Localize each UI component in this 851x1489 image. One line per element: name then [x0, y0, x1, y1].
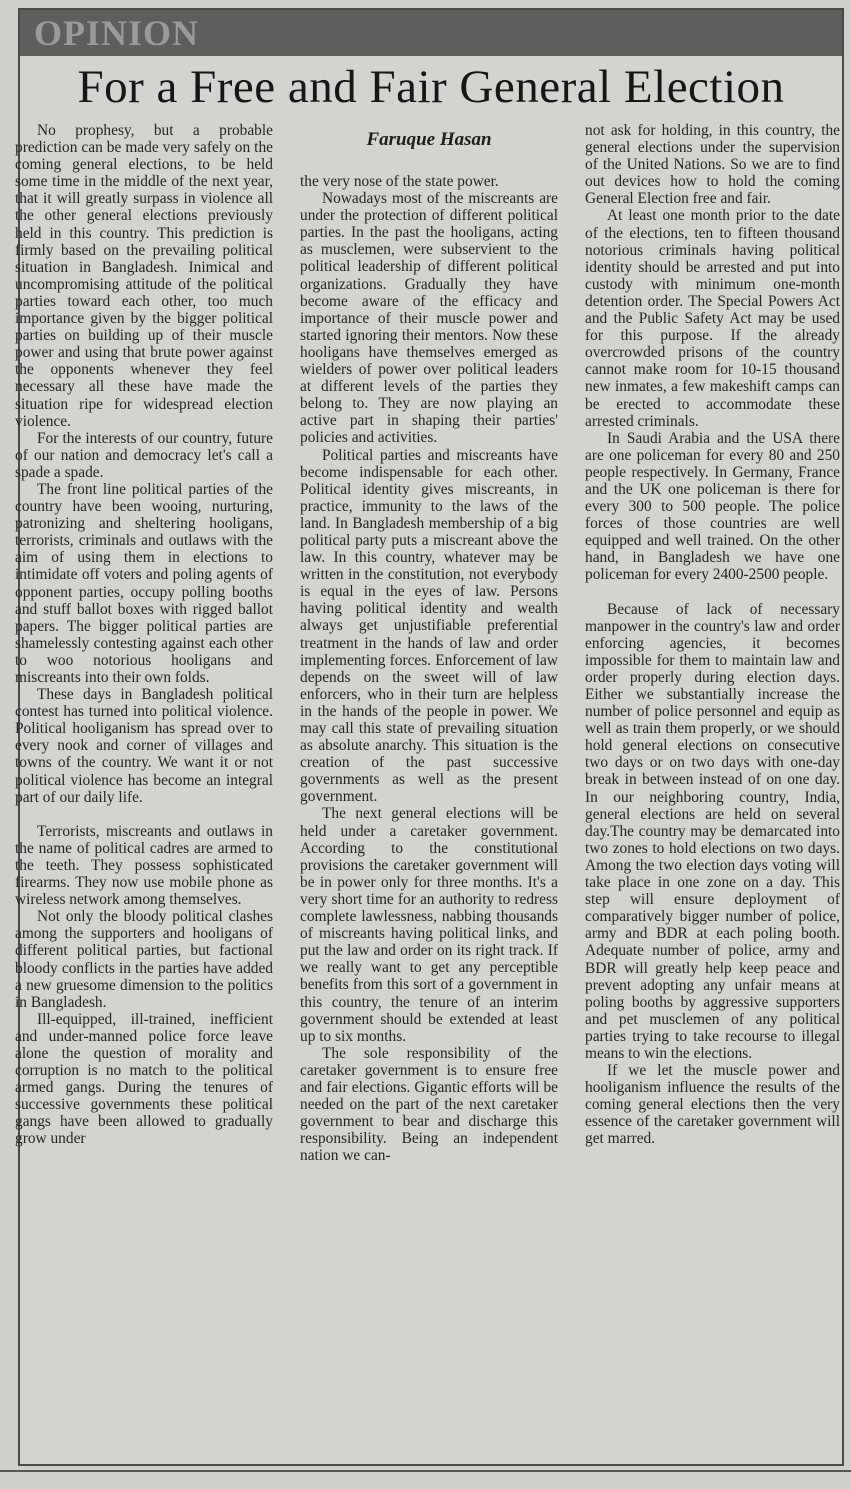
- paragraph: Nowadays most of the miscreants are under the protection of different political parties. In the past the hooligans, acting as musclemen, were subservient to the political leadership of different political organizations. Gradually they have become aware of the efficacy and importance of their muscle power and started ignoring their mentors. Now these hooligans have themselves emerged as wielders of power over political leaders at different levels of the parties they belong to. They are now playing an active part in shaping their parties' policies and activities.: [300, 190, 558, 447]
- section-label: OPINION: [34, 13, 200, 53]
- paragraph: For the interests of our country, future of our nation and democracy let's call a spade a spade.: [15, 429, 273, 481]
- paragraph: No prophesy, but a probable prediction can be made very safely on the coming general elections, to be held some time in the middle of the next year, that it will greatly surpass in violence all the other general elections previously held in this country. This prediction is firmly based on the prevailing political situation in Bangladesh. Inimical and uncompromising attitude of the political parties toward each other, too much importance given by the bigger political parties on building up of their muscle power and using that brute power against the opponents whenever they feel necessary all these have made the situation ripe for widespread election violence.: [15, 122, 273, 430]
- paragraph: Ill-equipped, ill-trained, inefficient and under-manned police force leave alone the question of morality and corruption is no match to the political armed gangs. During the tenures of successive governments these political gangs have been allowed to gradually grow under: [15, 1010, 273, 1148]
- headline: For a Free and Fair General Election: [77, 61, 785, 113]
- paragraph: Not only the bloody political clashes among the supporters and hooligans of different political parties, but factional bloody conflicts in the parties have added a new gruesome dimension to the politics in Bangladesh.: [15, 908, 273, 1011]
- paragraph: The next general elections will be held under a caretaker government. According to the constitutional provisions the caretaker government will be in power only for three months. It's a very short time for an authority to redress complete lawlessness, nabbing thousands of miscreants having political links, and put the law and order on its right track. If we really want to get any perceptible benefits from this sort of a government in this country, the tenure of an interim government should be extended at least up to six months.: [300, 805, 558, 1045]
- paragraph: These days in Bangladesh political contest has turned into political violence. Political hooliganism has spread over to every nook and corner of villages and towns of the country. We want it or not political violence has become an integral part of our daily life.: [15, 686, 273, 806]
- article-column-3: [585, 122, 840, 1148]
- article-column-1: [15, 122, 273, 1148]
- paragraph: At least one month prior to the date of the elections, ten to fifteen thousand notorious criminals having political identity should be arrested and put into custody with minimum one-month detention order. The Special Powers Act and the Public Safety Act may be used for this purpose. If the already overcrowded prisons of the country cannot make room for 10-15 thousand new inmates, a few makeshift camps can be erected to accommodate these arrested criminals.: [585, 207, 840, 430]
- article-column-2: [300, 173, 558, 1164]
- paragraph: In Saudi Arabia and the USA there are one policeman for every 80 and 250 people respectively. In Germany, France and the UK one policeman is there for every 300 to 500 people. The police forces of those countries are well equipped and well trained. On the other hand, in Bangladesh we have one policeman for every 2400-2500 people.: [585, 429, 840, 584]
- paragraph: Terrorists, miscreants and outlaws in the name of political cadres are armed to the teeth. They possess sophisticated firearms. They now use mobile phone as wireless network among themselves.: [15, 822, 273, 909]
- paragraph: The sole responsibility of the caretaker government is to ensure free and fair elections. Gigantic efforts will be needed on the part of the next caretaker government to bear and discharge this responsibility. Being an independent nation we can-: [300, 1044, 558, 1165]
- paragraph: The front line political parties of the country have been wooing, nurturing, patronizing and sheltering hooligans, terrorists, criminals and outlaws with the aim of using them in elections to intimidate off voters and poling agents of opponent parties, occupy polling booths and stuff ballot boxes with rigged ballot papers. The bigger political parties are shamelessly contesting against each other to woo notorious hooligans and miscreants into their own folds.: [15, 480, 273, 686]
- paragraph: Political parties and miscreants have become indispensable for each other. Political identity gives miscreants, in practice, immunity to the laws of the land. In Bangladesh membership of a big political party puts a miscreant above the law. In this country, whatever may be written in the constitution, not everybody is equal in the eyes of law. Persons having political identity and wealth always get unjustifiable preferential treatment in the hands of law and order implementing forces. Enforcement of law depends on the sweet will of law enforcers, who in their turn are helpless in the hands of the people in power. We may call this state of prevailing situation as absolute anarchy. This situation is the creation of the past successive governments as well as the present government.: [300, 446, 558, 806]
- paragraph: not ask for holding, in this country, the general elections under the supervision of the United Nations. So we are to find out devices how to hold the coming General Election free and fair.: [585, 122, 840, 208]
- paragraph: Because of lack of necessary manpower in the country's law and order enforcing agencies, it becomes impossible for them to maintain law and order properly during election days. Either we substantially increase the number of police personnel and equip as well as train them properly, or we should hold general elections on consecutive two days or on two days with one-day break in between instead of on one day. In our neighboring country, India, general elections are held on several day.The country may be demarcated into two zones to hold elections on two days. Among the two election days voting will take place in one zone on a day. This step will ensure deployment of comparatively bigger number of police, army and BDR at each poling booth. Adequate number of police, army and BDR will greatly help keep peace and prevent adopting any unfair means at poling booths by aggressive supporters and pet musclemen of any political parties trying to take recourse to illegal means to win the elections.: [585, 600, 840, 1062]
- paragraph: the very nose of the state power.: [300, 173, 499, 190]
- bottom-rule: [0, 1470, 851, 1472]
- paragraph: If we let the muscle power and hooliganism influence the results of the coming general elections then the very essence of the caretaker government will get marred.: [585, 1062, 840, 1148]
- section-banner: [20, 10, 842, 56]
- byline: Faruque Hasan: [366, 129, 492, 150]
